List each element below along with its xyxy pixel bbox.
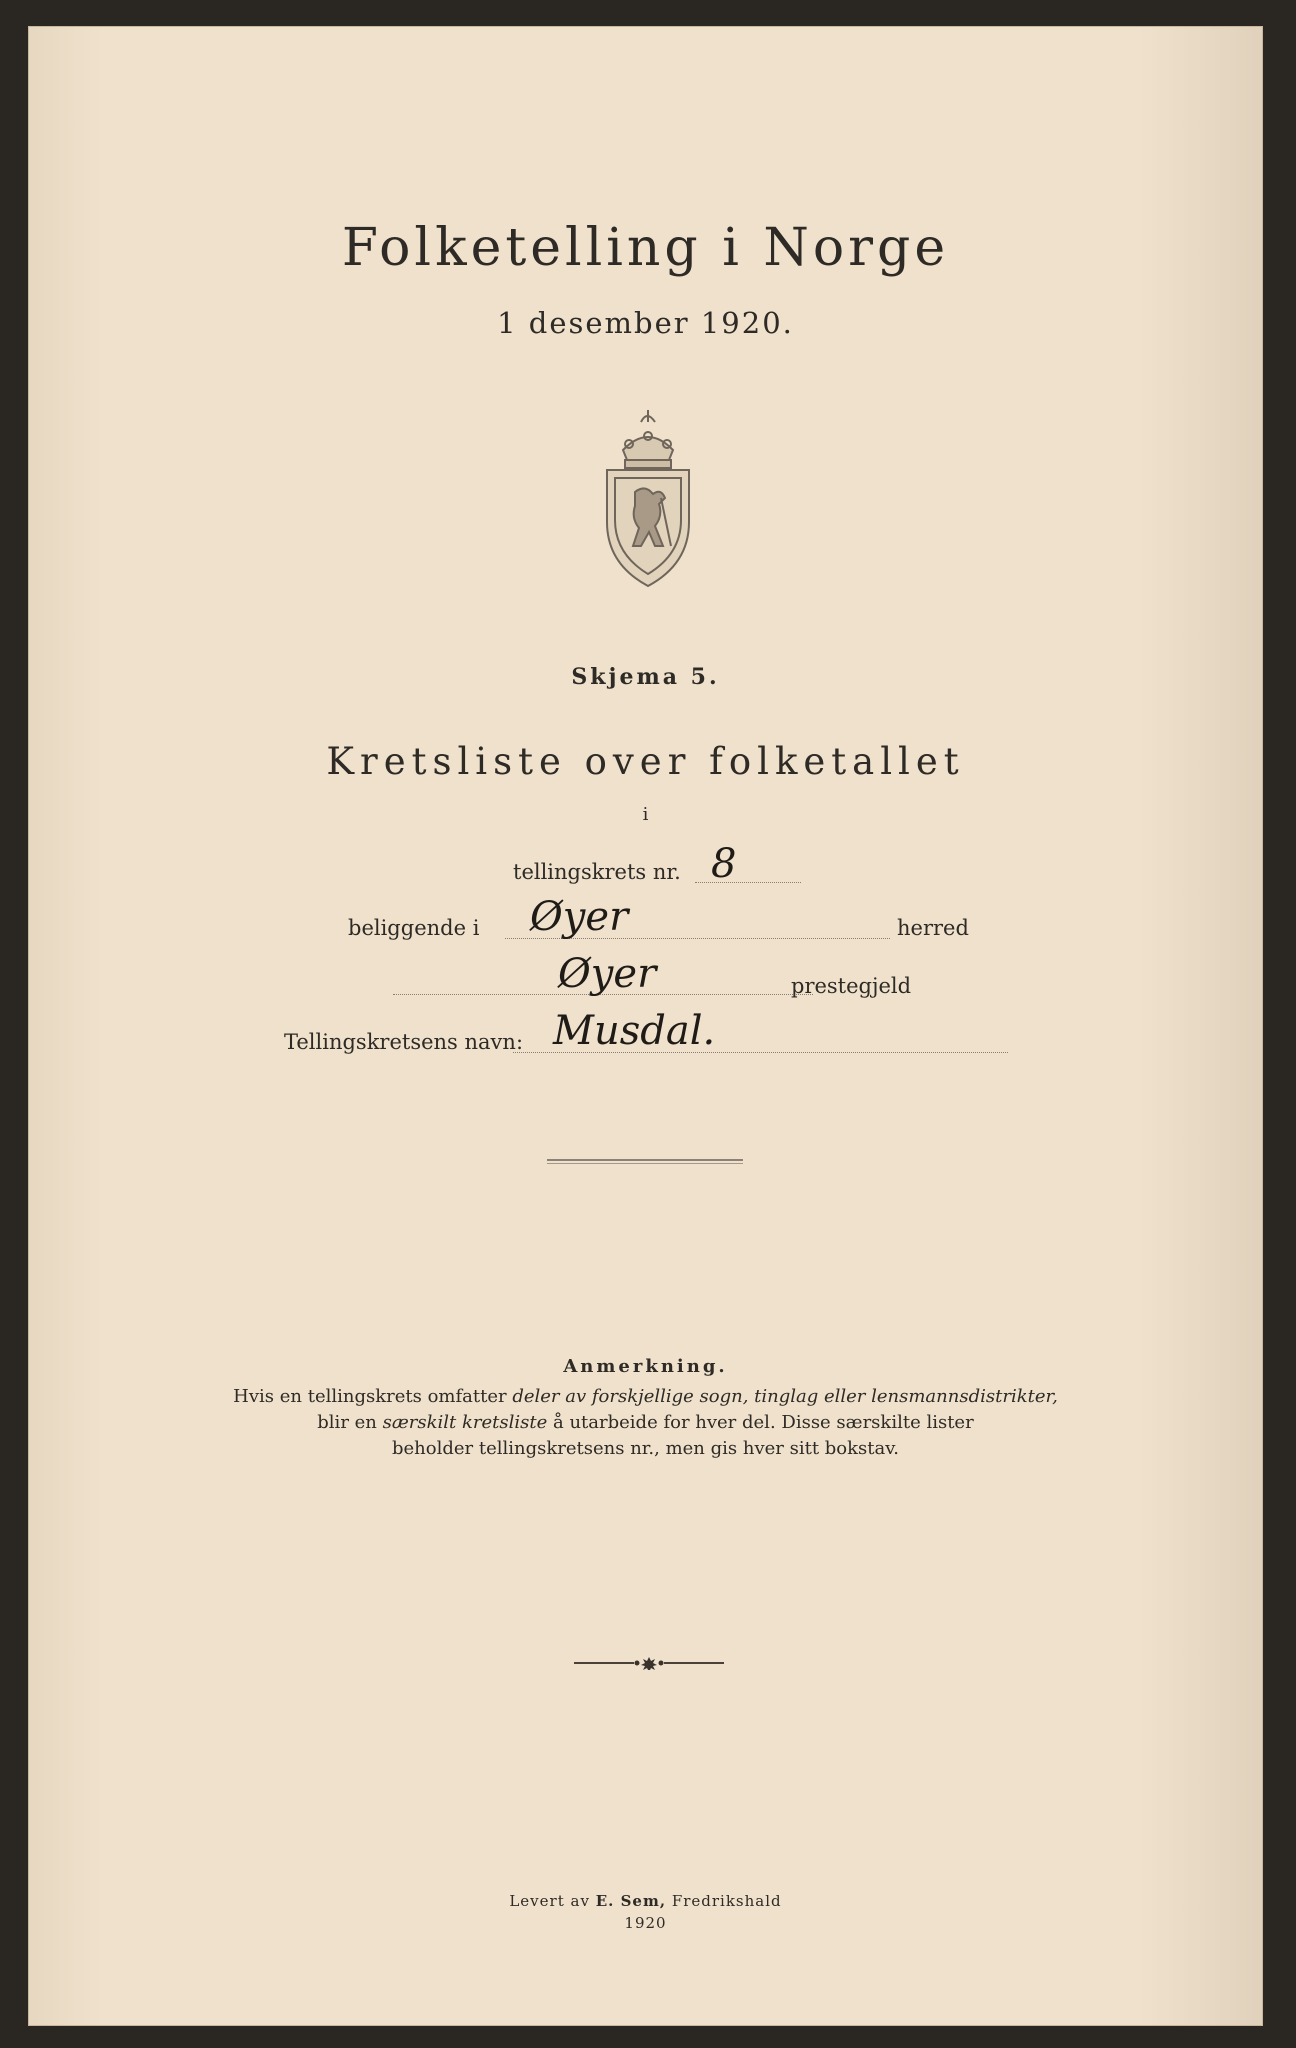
- navn-label: Tellingskretsens navn:: [284, 1030, 524, 1054]
- beliggende-label: beliggende i: [348, 916, 480, 940]
- note-line-2-text-a: blir en: [317, 1412, 383, 1433]
- note-line-2-italic: særskilt kretsliste: [382, 1412, 548, 1433]
- printer-credit: [28, 1892, 1263, 1910]
- section-divider: [547, 1159, 743, 1161]
- krets-label: tellingskrets nr.: [513, 860, 681, 884]
- printer-prefix: Levert av: [509, 1892, 596, 1910]
- note-line-2-text-c: å utarbeide for hver del. Disse særskilte lister: [547, 1412, 974, 1433]
- connector-word: i: [642, 804, 649, 825]
- census-form-page: [28, 26, 1263, 2026]
- note-line-1-text: Hvis en tellingskrets omfatter: [233, 1386, 513, 1407]
- star-divider-icon: [574, 1656, 724, 1670]
- note-heading: Anmerkning.: [563, 1356, 728, 1377]
- note-line-1-italic: deler av forskjellige sogn, tinglag eller lensmannsdistrikter,: [512, 1386, 1058, 1407]
- printer-name: E. Sem,: [595, 1892, 667, 1910]
- prestegjeld-label: prestegjeld: [791, 974, 912, 998]
- note-line-2: [28, 1412, 1263, 1433]
- form-heading: Kretsliste over folketallet: [326, 740, 965, 783]
- herred-value: Øyer: [530, 894, 629, 940]
- printer-place: Fredrikshald: [666, 1892, 782, 1910]
- note-line-3: beholder tellingskretsens nr., men gis hver sitt bokstav.: [391, 1438, 899, 1459]
- prestegjeld-value: Øyer: [558, 951, 657, 997]
- section-divider-thin: [547, 1163, 743, 1164]
- census-date: 1 desember 1920.: [497, 306, 794, 340]
- herred-label: herred: [897, 916, 969, 940]
- coat-of-arms-icon: [597, 406, 699, 596]
- krets-value: 8: [711, 841, 737, 887]
- printer-year: 1920: [624, 1914, 667, 1932]
- schema-number: Skjema 5.: [571, 664, 720, 690]
- navn-value: Musdal.: [553, 1008, 716, 1054]
- note-line-1: [28, 1386, 1263, 1407]
- page-title: Folketelling i Norge: [341, 218, 950, 278]
